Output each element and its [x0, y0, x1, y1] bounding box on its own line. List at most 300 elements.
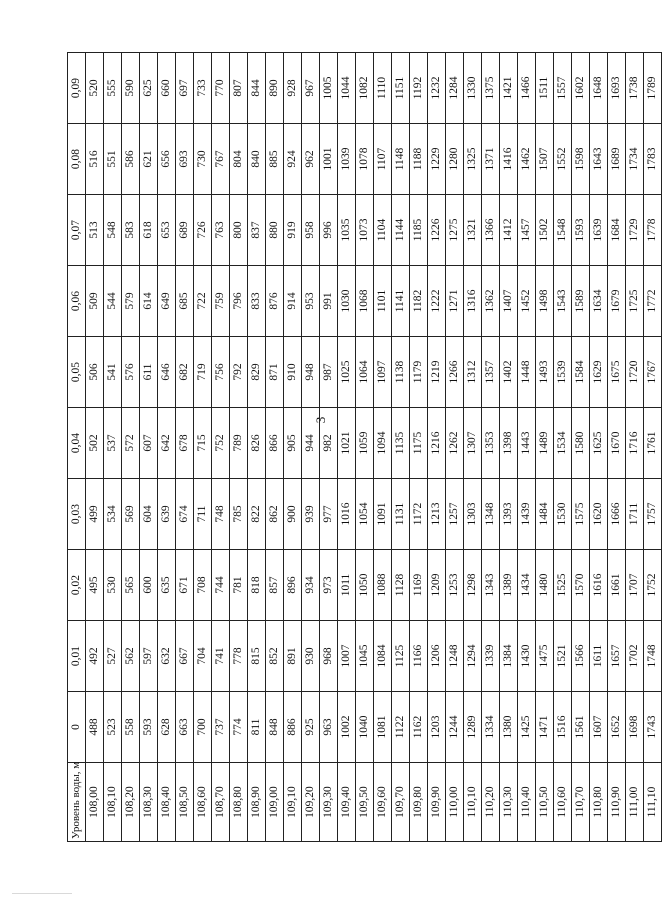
value-cell: 1752 — [644, 550, 662, 621]
value-cell: 1566 — [572, 621, 590, 692]
table-row — [194, 53, 212, 842]
column-header: 0,07 — [68, 195, 86, 266]
value-cell: 1044 — [338, 53, 356, 124]
value-cell: 1421 — [500, 53, 518, 124]
water-level-cell: 110,00 — [446, 763, 464, 842]
value-cell: 614 — [140, 266, 158, 337]
value-cell: 752 — [212, 408, 230, 479]
value-cell: 1064 — [356, 337, 374, 408]
water-level-cell: 108,80 — [230, 763, 248, 842]
value-cell: 1521 — [554, 621, 572, 692]
value-cell: 796 — [230, 266, 248, 337]
value-cell: 1082 — [356, 53, 374, 124]
value-cell: 1001 — [320, 124, 338, 195]
value-cell: 968 — [320, 621, 338, 692]
value-cell: 1151 — [392, 53, 410, 124]
value-cell: 1045 — [356, 621, 374, 692]
value-cell: 1757 — [644, 479, 662, 550]
value-cell: 1219 — [428, 337, 446, 408]
value-cell: 1175 — [410, 408, 428, 479]
value-cell: 1475 — [536, 621, 554, 692]
value-cell: 1298 — [464, 550, 482, 621]
value-cell: 1589 — [572, 266, 590, 337]
value-cell: 1289 — [464, 692, 482, 763]
value-cell: 1039 — [338, 124, 356, 195]
value-cell: 523 — [104, 692, 122, 763]
column-header: 0,02 — [68, 550, 86, 621]
value-cell: 632 — [158, 621, 176, 692]
value-cell: 1543 — [554, 266, 572, 337]
water-level-cell: 111,10 — [644, 763, 662, 842]
value-cell: 991 — [320, 266, 338, 337]
value-cell: 1275 — [446, 195, 464, 266]
value-cell: 1439 — [518, 479, 536, 550]
value-cell: 1416 — [500, 124, 518, 195]
table-row — [338, 53, 356, 842]
column-header: 0 — [68, 692, 86, 763]
value-cell: 682 — [176, 337, 194, 408]
value-cell: 1598 — [572, 124, 590, 195]
value-cell: 1229 — [428, 124, 446, 195]
value-cell: 576 — [122, 337, 140, 408]
table-row — [86, 53, 104, 842]
value-cell: 1084 — [374, 621, 392, 692]
value-cell: 1625 — [590, 408, 608, 479]
value-cell: 1050 — [356, 550, 374, 621]
value-cell: 1693 — [608, 53, 626, 124]
value-cell: 756 — [212, 337, 230, 408]
value-cell: 953 — [302, 266, 320, 337]
value-cell: 1325 — [464, 124, 482, 195]
value-cell: 1172 — [410, 479, 428, 550]
value-cell: 558 — [122, 692, 140, 763]
value-cell: 506 — [86, 337, 104, 408]
value-cell: 1575 — [572, 479, 590, 550]
value-cell: 871 — [266, 337, 284, 408]
table-row — [446, 53, 464, 842]
value-cell: 885 — [266, 124, 284, 195]
value-cell: 618 — [140, 195, 158, 266]
value-cell: 1679 — [608, 266, 626, 337]
value-cell: 1141 — [392, 266, 410, 337]
value-cell: 1443 — [518, 408, 536, 479]
value-cell: 635 — [158, 550, 176, 621]
value-cell: 1616 — [590, 550, 608, 621]
value-cell: 1611 — [590, 621, 608, 692]
value-cell: 939 — [302, 479, 320, 550]
value-cell: 1035 — [338, 195, 356, 266]
page-number: 3 — [313, 416, 328, 424]
value-cell: 700 — [194, 692, 212, 763]
value-cell: 733 — [194, 53, 212, 124]
value-cell: 1203 — [428, 692, 446, 763]
value-cell: 815 — [248, 621, 266, 692]
value-cell: 1040 — [356, 692, 374, 763]
water-level-cell: 108,50 — [176, 763, 194, 842]
value-cell: 1539 — [554, 337, 572, 408]
value-cell: 1657 — [608, 621, 626, 692]
table-row — [464, 53, 482, 842]
value-cell: 1462 — [518, 124, 536, 195]
value-cell: 1101 — [374, 266, 392, 337]
value-cell: 914 — [284, 266, 302, 337]
value-cell: 963 — [320, 692, 338, 763]
column-header: 0,09 — [68, 53, 86, 124]
value-cell: 1466 — [518, 53, 536, 124]
value-cell: 660 — [158, 53, 176, 124]
water-level-cell: 108,20 — [122, 763, 140, 842]
water-level-cell: 108,40 — [158, 763, 176, 842]
value-cell: 1620 — [590, 479, 608, 550]
value-cell: 900 — [284, 479, 302, 550]
value-cell: 1448 — [518, 337, 536, 408]
table-row — [212, 53, 230, 842]
value-cell: 656 — [158, 124, 176, 195]
value-cell: 1253 — [446, 550, 464, 621]
value-cell: 1480 — [536, 550, 554, 621]
table-row — [158, 53, 176, 842]
value-cell: 1789 — [644, 53, 662, 124]
value-cell: 1548 — [554, 195, 572, 266]
value-cell: 822 — [248, 479, 266, 550]
value-cell: 1321 — [464, 195, 482, 266]
value-cell: 671 — [176, 550, 194, 621]
value-cell: 1312 — [464, 337, 482, 408]
water-level-cell: 109,90 — [428, 763, 446, 842]
value-cell: 1634 — [590, 266, 608, 337]
water-level-cell: 108,30 — [140, 763, 158, 842]
value-cell: 499 — [86, 479, 104, 550]
value-cell: 948 — [302, 337, 320, 408]
water-level-cell: 109,20 — [302, 763, 320, 842]
value-cell: 1166 — [410, 621, 428, 692]
value-cell: 973 — [320, 550, 338, 621]
value-cell: 1362 — [482, 266, 500, 337]
table-header-row — [68, 53, 86, 842]
value-cell: 848 — [266, 692, 284, 763]
value-cell: 1192 — [410, 53, 428, 124]
value-cell: 1493 — [536, 337, 554, 408]
value-cell: 1097 — [374, 337, 392, 408]
table-body — [86, 53, 662, 842]
value-cell: 928 — [284, 53, 302, 124]
water-level-cell: 110,30 — [500, 763, 518, 842]
value-cell: 804 — [230, 124, 248, 195]
table-row — [140, 53, 158, 842]
value-cell: 534 — [104, 479, 122, 550]
value-cell: 1738 — [626, 53, 644, 124]
value-cell: 1366 — [482, 195, 500, 266]
value-cell: 642 — [158, 408, 176, 479]
value-cell: 811 — [248, 692, 266, 763]
water-level-cell: 109,50 — [356, 763, 374, 842]
value-cell: 495 — [86, 550, 104, 621]
value-cell: 741 — [212, 621, 230, 692]
column-header: 0,05 — [68, 337, 86, 408]
value-cell: 1206 — [428, 621, 446, 692]
value-cell: 1716 — [626, 408, 644, 479]
value-cell: 516 — [86, 124, 104, 195]
value-cell: 1307 — [464, 408, 482, 479]
value-cell: 715 — [194, 408, 212, 479]
table-row — [176, 53, 194, 842]
value-cell: 530 — [104, 550, 122, 621]
value-cell: 744 — [212, 550, 230, 621]
table-row — [500, 53, 518, 842]
value-cell: 579 — [122, 266, 140, 337]
value-cell: 1144 — [392, 195, 410, 266]
water-level-cell: 108,90 — [248, 763, 266, 842]
value-cell: 1110 — [374, 53, 392, 124]
water-level-cell: 108,60 — [194, 763, 212, 842]
value-cell: 1030 — [338, 266, 356, 337]
value-cell: 1398 — [500, 408, 518, 479]
value-cell: 685 — [176, 266, 194, 337]
value-cell: 513 — [86, 195, 104, 266]
value-cell: 1059 — [356, 408, 374, 479]
value-cell: 962 — [302, 124, 320, 195]
value-cell: 1054 — [356, 479, 374, 550]
value-cell: 1330 — [464, 53, 482, 124]
value-cell: 1284 — [446, 53, 464, 124]
value-cell: 1729 — [626, 195, 644, 266]
value-cell: 1162 — [410, 692, 428, 763]
value-cell: 693 — [176, 124, 194, 195]
value-cell: 1689 — [608, 124, 626, 195]
value-cell: 1339 — [482, 621, 500, 692]
water-level-cell: 109,60 — [374, 763, 392, 842]
value-cell: 1507 — [536, 124, 554, 195]
value-cell: 857 — [266, 550, 284, 621]
water-level-cell: 109,10 — [284, 763, 302, 842]
value-cell: 1561 — [572, 692, 590, 763]
value-cell: 1294 — [464, 621, 482, 692]
value-cell: 492 — [86, 621, 104, 692]
table-row — [518, 53, 536, 842]
value-cell: 1375 — [482, 53, 500, 124]
column-header: 0,08 — [68, 124, 86, 195]
value-cell: 678 — [176, 408, 194, 479]
value-cell: 562 — [122, 621, 140, 692]
value-cell: 891 — [284, 621, 302, 692]
table-row — [608, 53, 626, 842]
water-level-cell: 108,10 — [104, 763, 122, 842]
value-cell: 726 — [194, 195, 212, 266]
value-cell: 759 — [212, 266, 230, 337]
value-cell: 1011 — [338, 550, 356, 621]
value-cell: 593 — [140, 692, 158, 763]
value-cell: 1629 — [590, 337, 608, 408]
value-cell: 1107 — [374, 124, 392, 195]
value-cell: 852 — [266, 621, 284, 692]
value-cell: 1148 — [392, 124, 410, 195]
value-cell: 862 — [266, 479, 284, 550]
table-row — [266, 53, 284, 842]
value-cell: 837 — [248, 195, 266, 266]
value-cell: 1094 — [374, 408, 392, 479]
value-cell: 1131 — [392, 479, 410, 550]
column-header: 0,01 — [68, 621, 86, 692]
value-cell: 982 — [320, 408, 338, 479]
value-cell: 1402 — [500, 337, 518, 408]
value-cell: 1222 — [428, 266, 446, 337]
value-cell: 1652 — [608, 692, 626, 763]
value-cell: 1584 — [572, 337, 590, 408]
value-cell: 1607 — [590, 692, 608, 763]
value-cell: 520 — [86, 53, 104, 124]
value-cell: 1525 — [554, 550, 572, 621]
value-cell: 910 — [284, 337, 302, 408]
value-cell: 1216 — [428, 408, 446, 479]
column-header: 0,06 — [68, 266, 86, 337]
table-row — [626, 53, 644, 842]
value-cell: 987 — [320, 337, 338, 408]
value-cell: 527 — [104, 621, 122, 692]
value-cell: 583 — [122, 195, 140, 266]
value-cell: 600 — [140, 550, 158, 621]
table-row — [248, 53, 266, 842]
value-cell: 537 — [104, 408, 122, 479]
value-cell: 1128 — [392, 550, 410, 621]
value-cell: 586 — [122, 124, 140, 195]
value-cell: 770 — [212, 53, 230, 124]
value-cell: 807 — [230, 53, 248, 124]
value-cell: 1761 — [644, 408, 662, 479]
value-cell: 896 — [284, 550, 302, 621]
value-cell: 663 — [176, 692, 194, 763]
value-cell: 1425 — [518, 692, 536, 763]
value-cell: 1138 — [392, 337, 410, 408]
table-row — [374, 53, 392, 842]
column-header: 0,03 — [68, 479, 86, 550]
value-cell: 792 — [230, 337, 248, 408]
value-cell: 628 — [158, 692, 176, 763]
value-cell: 555 — [104, 53, 122, 124]
value-cell: 829 — [248, 337, 266, 408]
value-cell: 711 — [194, 479, 212, 550]
water-level-cell: 110,10 — [464, 763, 482, 842]
value-cell: 778 — [230, 621, 248, 692]
value-cell: 565 — [122, 550, 140, 621]
value-cell: 1380 — [500, 692, 518, 763]
value-cell: 1025 — [338, 337, 356, 408]
value-cell: 708 — [194, 550, 212, 621]
water-level-cell: 109,80 — [410, 763, 428, 842]
value-cell: 1122 — [392, 692, 410, 763]
water-level-cell: 110,90 — [608, 763, 626, 842]
value-cell: 1772 — [644, 266, 662, 337]
value-cell: 774 — [230, 692, 248, 763]
value-cell: 1666 — [608, 479, 626, 550]
value-cell: 1213 — [428, 479, 446, 550]
value-cell: 944 — [302, 408, 320, 479]
value-cell: 1135 — [392, 408, 410, 479]
value-cell: 890 — [266, 53, 284, 124]
value-cell: 818 — [248, 550, 266, 621]
water-level-table — [67, 52, 662, 842]
value-cell: 1209 — [428, 550, 446, 621]
value-cell: 1471 — [536, 692, 554, 763]
value-cell: 722 — [194, 266, 212, 337]
table-row — [644, 53, 662, 842]
value-cell: 1670 — [608, 408, 626, 479]
value-cell: 1498 — [536, 266, 554, 337]
value-cell: 1384 — [500, 621, 518, 692]
value-cell: 621 — [140, 124, 158, 195]
value-cell: 646 — [158, 337, 176, 408]
water-level-cell: 109,70 — [392, 763, 410, 842]
value-cell: 876 — [266, 266, 284, 337]
value-cell: 1434 — [518, 550, 536, 621]
value-cell: 785 — [230, 479, 248, 550]
value-cell: 1580 — [572, 408, 590, 479]
value-cell: 1570 — [572, 550, 590, 621]
value-cell: 919 — [284, 195, 302, 266]
value-cell: 1457 — [518, 195, 536, 266]
water-level-cell: 109,40 — [338, 763, 356, 842]
value-cell: 590 — [122, 53, 140, 124]
value-cell: 604 — [140, 479, 158, 550]
value-cell: 541 — [104, 337, 122, 408]
value-cell: 826 — [248, 408, 266, 479]
value-cell: 800 — [230, 195, 248, 266]
value-cell: 967 — [302, 53, 320, 124]
table-row — [428, 53, 446, 842]
value-cell: 597 — [140, 621, 158, 692]
value-cell: 930 — [302, 621, 320, 692]
value-cell: 1371 — [482, 124, 500, 195]
table-container — [67, 52, 658, 842]
value-cell: 551 — [104, 124, 122, 195]
value-cell: 833 — [248, 266, 266, 337]
water-level-cell: 108,70 — [212, 763, 230, 842]
value-cell: 1489 — [536, 408, 554, 479]
value-cell: 1748 — [644, 621, 662, 692]
water-level-cell: 109,30 — [320, 763, 338, 842]
value-cell: 1734 — [626, 124, 644, 195]
value-cell: 1248 — [446, 621, 464, 692]
value-cell: 1720 — [626, 337, 644, 408]
table-row — [284, 53, 302, 842]
value-cell: 925 — [302, 692, 320, 763]
value-cell: 1707 — [626, 550, 644, 621]
value-cell: 1530 — [554, 479, 572, 550]
table-row — [572, 53, 590, 842]
value-cell: 730 — [194, 124, 212, 195]
value-cell: 1343 — [482, 550, 500, 621]
value-cell: 1188 — [410, 124, 428, 195]
value-cell: 1226 — [428, 195, 446, 266]
value-cell: 572 — [122, 408, 140, 479]
value-cell: 1430 — [518, 621, 536, 692]
value-cell: 509 — [86, 266, 104, 337]
water-level-cell: 108,00 — [86, 763, 104, 842]
value-cell: 1661 — [608, 550, 626, 621]
value-cell: 905 — [284, 408, 302, 479]
value-cell: 1005 — [320, 53, 338, 124]
value-cell: 1783 — [644, 124, 662, 195]
table-row — [104, 53, 122, 842]
value-cell: 748 — [212, 479, 230, 550]
value-cell: 1334 — [482, 692, 500, 763]
value-cell: 1104 — [374, 195, 392, 266]
value-cell: 1125 — [392, 621, 410, 692]
water-level-cell: 111,00 — [626, 763, 644, 842]
value-cell: 607 — [140, 408, 158, 479]
value-cell: 886 — [284, 692, 302, 763]
value-cell: 653 — [158, 195, 176, 266]
value-cell: 737 — [212, 692, 230, 763]
